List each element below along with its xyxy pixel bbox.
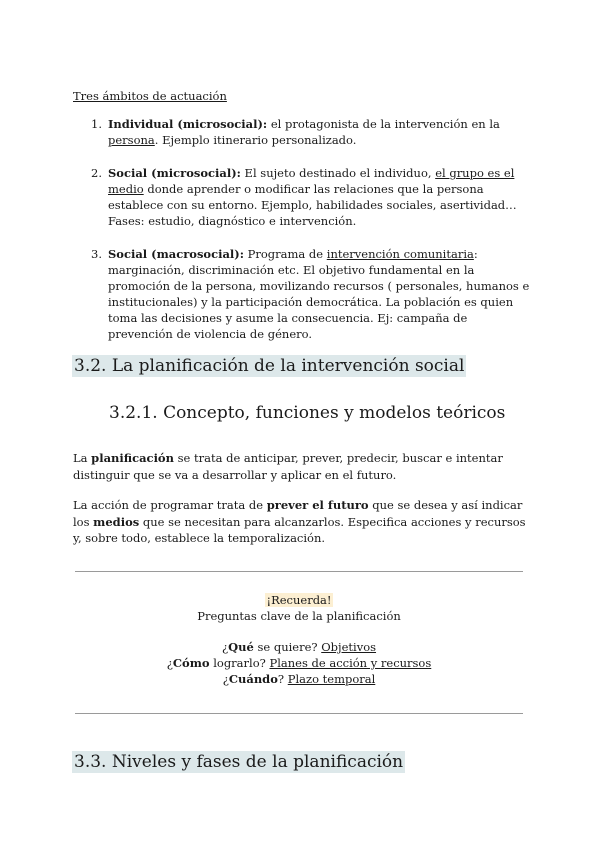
section-3-2-heading: 3.2. La planificación de la intervención social: [74, 356, 465, 376]
section-3-2-1-heading: 3.2.1. Concepto, funciones y modelos teóricos: [109, 403, 506, 423]
recuerda-tag: ¡Recuerda!: [266, 593, 332, 607]
text: La acción de programar trata de: [73, 498, 267, 512]
text: se trata de anticipar, prever, predecir, buscar e intentar distinguir que se va a desarrollar y aplicar en el futuro.: [73, 451, 503, 482]
question-cuando: [75, 671, 523, 687]
divider-top: [75, 571, 523, 572]
question-word: Cuándo: [228, 672, 278, 686]
bold-term: prever el futuro: [266, 498, 369, 512]
section-3-3-heading: 3.3. Niveles y fases de la planificación: [74, 752, 404, 772]
divider-bottom: [75, 713, 523, 714]
question-word: Cómo: [172, 656, 210, 670]
ambitos-heading: Tres ámbitos de actuación: [73, 89, 227, 103]
answer-underlined: Plazo temporal: [287, 672, 376, 686]
recuerda-box: [75, 592, 523, 687]
bold-term: planificación: [91, 451, 174, 465]
list-item-label: Individual (microsocial):: [108, 117, 268, 131]
list-number: 3.: [91, 247, 102, 261]
ambitos-list: [73, 116, 533, 359]
list-item-underlined: intervención comunitaria: [326, 247, 474, 261]
text: ¿: [222, 672, 229, 686]
list-item-text: . Ejemplo itinerario personalizado.: [154, 133, 357, 147]
question-como: [75, 655, 523, 671]
list-item: [73, 246, 533, 342]
list-item-underlined: el grupo es el medio: [108, 166, 515, 196]
paragraph-programar: [73, 497, 528, 547]
question-word: Qué: [228, 640, 254, 654]
list-item-text: El sujeto destinado el individuo,: [240, 166, 436, 180]
text: ?: [277, 672, 288, 686]
text: se quiere?: [253, 640, 322, 654]
list-item-text: el protagonista de la intervención en la: [267, 117, 500, 131]
text: lograrlo?: [209, 656, 270, 670]
question-que: [75, 639, 523, 655]
recuerda-subtitle: Preguntas clave de la planificación: [197, 609, 401, 623]
list-item-text: Programa de: [243, 247, 327, 261]
text: ¿: [221, 640, 229, 654]
list-item-label: Social (macrosocial):: [108, 247, 244, 261]
list-item-text: : marginación, discriminación etc. El objetivo fundamental en la promoción de la persona, movilizando recursos ( personales, humanos e institucionales) y la participación democrática. La población es quien toma las decisiones y asume la consecuencia. Ej: campaña de prevención de violencia de género.: [108, 247, 530, 341]
text: ¿: [166, 656, 173, 670]
list-item-label: Social (microsocial):: [108, 166, 241, 180]
list-number: 2.: [91, 166, 102, 180]
bold-term: medios: [93, 514, 140, 529]
list-item-underlined: persona: [108, 133, 155, 147]
list-item: [73, 165, 533, 229]
text: La: [73, 451, 92, 465]
list-number: 1.: [91, 117, 102, 131]
paragraph-planificacion: [73, 450, 528, 483]
list-item-text: donde aprender o modificar las relaciones que la persona establece con su entorno. Ejemplo, habilidades sociales, asertividad… Fases: estudio, diagnóstico e intervención.: [108, 182, 517, 228]
answer-underlined: Objetivos: [321, 640, 377, 654]
list-item: [73, 116, 533, 148]
answer-underlined: Planes de acción y recursos: [269, 656, 432, 670]
text: que se desea y así indicar los: [73, 498, 523, 529]
text: que se necesitan para alcanzarlos. Especifica acciones y recursos y, sobre todo, establece la temporalización.: [73, 514, 526, 545]
